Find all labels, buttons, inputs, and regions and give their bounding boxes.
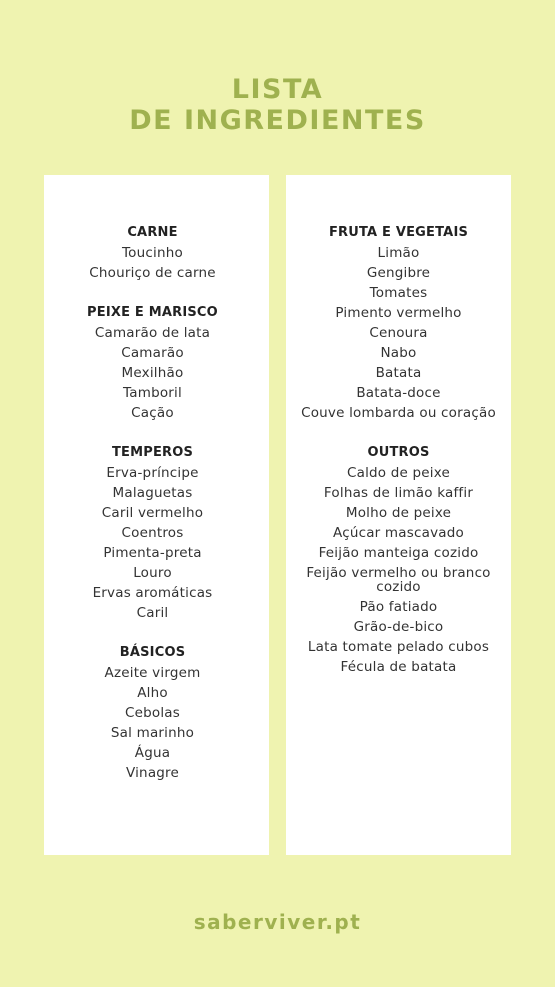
ingredient-item: Batata-doce bbox=[356, 385, 441, 401]
ingredient-item: Limão bbox=[377, 245, 420, 261]
ingredient-item: Toucinho bbox=[122, 245, 183, 261]
ingredient-item: Pão fatiado bbox=[359, 599, 438, 615]
ingredient-item: Fécula de batata bbox=[340, 659, 457, 675]
left-ingredient-column bbox=[44, 223, 261, 803]
ingredient-item: Couve lombarda ou coração bbox=[301, 405, 496, 421]
ingredient-item: Sal marinho bbox=[110, 725, 195, 741]
ingredient-item: Pimenta-preta bbox=[103, 545, 202, 561]
ingredient-item: Água bbox=[134, 745, 171, 761]
ingredient-item: Tomates bbox=[369, 285, 428, 301]
section-title: CARNE bbox=[127, 225, 178, 240]
ingredient-item: Camarão de lata bbox=[94, 325, 211, 341]
section-title: FRUTA E VEGETAIS bbox=[328, 225, 469, 240]
section-title: TEMPEROS bbox=[111, 445, 194, 460]
ingredient-item: Caril vermelho bbox=[101, 505, 204, 521]
ingredient-item: Cação bbox=[131, 405, 174, 421]
ingredient-item: Azeite virgem bbox=[104, 665, 201, 681]
ingredient-item: Lata tomate pelado cubos bbox=[307, 639, 490, 655]
ingredient-item: Caldo de peixe bbox=[346, 465, 451, 481]
ingredient-item: Feijão manteiga cozido bbox=[318, 545, 479, 561]
ingredient-item: Tamboril bbox=[123, 385, 182, 401]
ingredient-section-outros bbox=[286, 443, 511, 677]
title-line-1: LISTA bbox=[231, 74, 324, 105]
footer-website: saberviver.pt bbox=[193, 910, 362, 934]
ingredient-item: Feijão vermelho ou branco cozido bbox=[306, 565, 491, 595]
section-title: PEIXE E MARISCO bbox=[87, 305, 218, 320]
ingredient-item: Chouriço de carne bbox=[89, 265, 216, 281]
ingredient-section-basicos bbox=[44, 643, 261, 783]
ingredient-item: Batata bbox=[375, 365, 422, 381]
section-title: OUTROS bbox=[367, 445, 430, 460]
ingredient-item: Erva-príncipe bbox=[106, 465, 199, 481]
ingredient-section-carne bbox=[44, 223, 261, 283]
ingredient-item: Vinagre bbox=[125, 765, 180, 781]
ingredient-section-fruta-e-vegetais bbox=[286, 223, 511, 423]
ingredient-item: Alho bbox=[137, 685, 168, 701]
ingredient-item: Louro bbox=[133, 565, 172, 581]
right-ingredient-column bbox=[286, 223, 511, 697]
ingredient-item: Nabo bbox=[380, 345, 417, 361]
ingredient-item: Gengibre bbox=[366, 265, 431, 281]
ingredient-item: Açúcar mascavado bbox=[333, 525, 464, 541]
ingredient-item: Molho de peixe bbox=[345, 505, 452, 521]
ingredient-item: Mexilhão bbox=[121, 365, 184, 381]
ingredient-item: Ervas aromáticas bbox=[92, 585, 213, 601]
ingredient-item: Coentros bbox=[121, 525, 184, 541]
title-line-2: DE INGREDIENTES bbox=[129, 105, 426, 136]
ingredient-item: Caril bbox=[136, 605, 169, 621]
page-title bbox=[0, 74, 555, 136]
ingredient-item: Cenoura bbox=[369, 325, 428, 341]
ingredient-item: Pimento vermelho bbox=[335, 305, 462, 321]
ingredient-item: Folhas de limão kaffir bbox=[323, 485, 474, 501]
ingredient-section-temperos bbox=[44, 443, 261, 623]
right-ingredient-card bbox=[286, 175, 511, 855]
left-ingredient-card bbox=[44, 175, 269, 855]
ingredient-item: Camarão bbox=[121, 345, 184, 361]
ingredient-section-peixe-e-marisco bbox=[44, 303, 261, 423]
ingredient-item: Grão-de-bico bbox=[353, 619, 444, 635]
section-title: BÁSICOS bbox=[119, 645, 186, 660]
ingredient-item: Malaguetas bbox=[112, 485, 193, 501]
ingredient-item: Cebolas bbox=[124, 705, 181, 721]
